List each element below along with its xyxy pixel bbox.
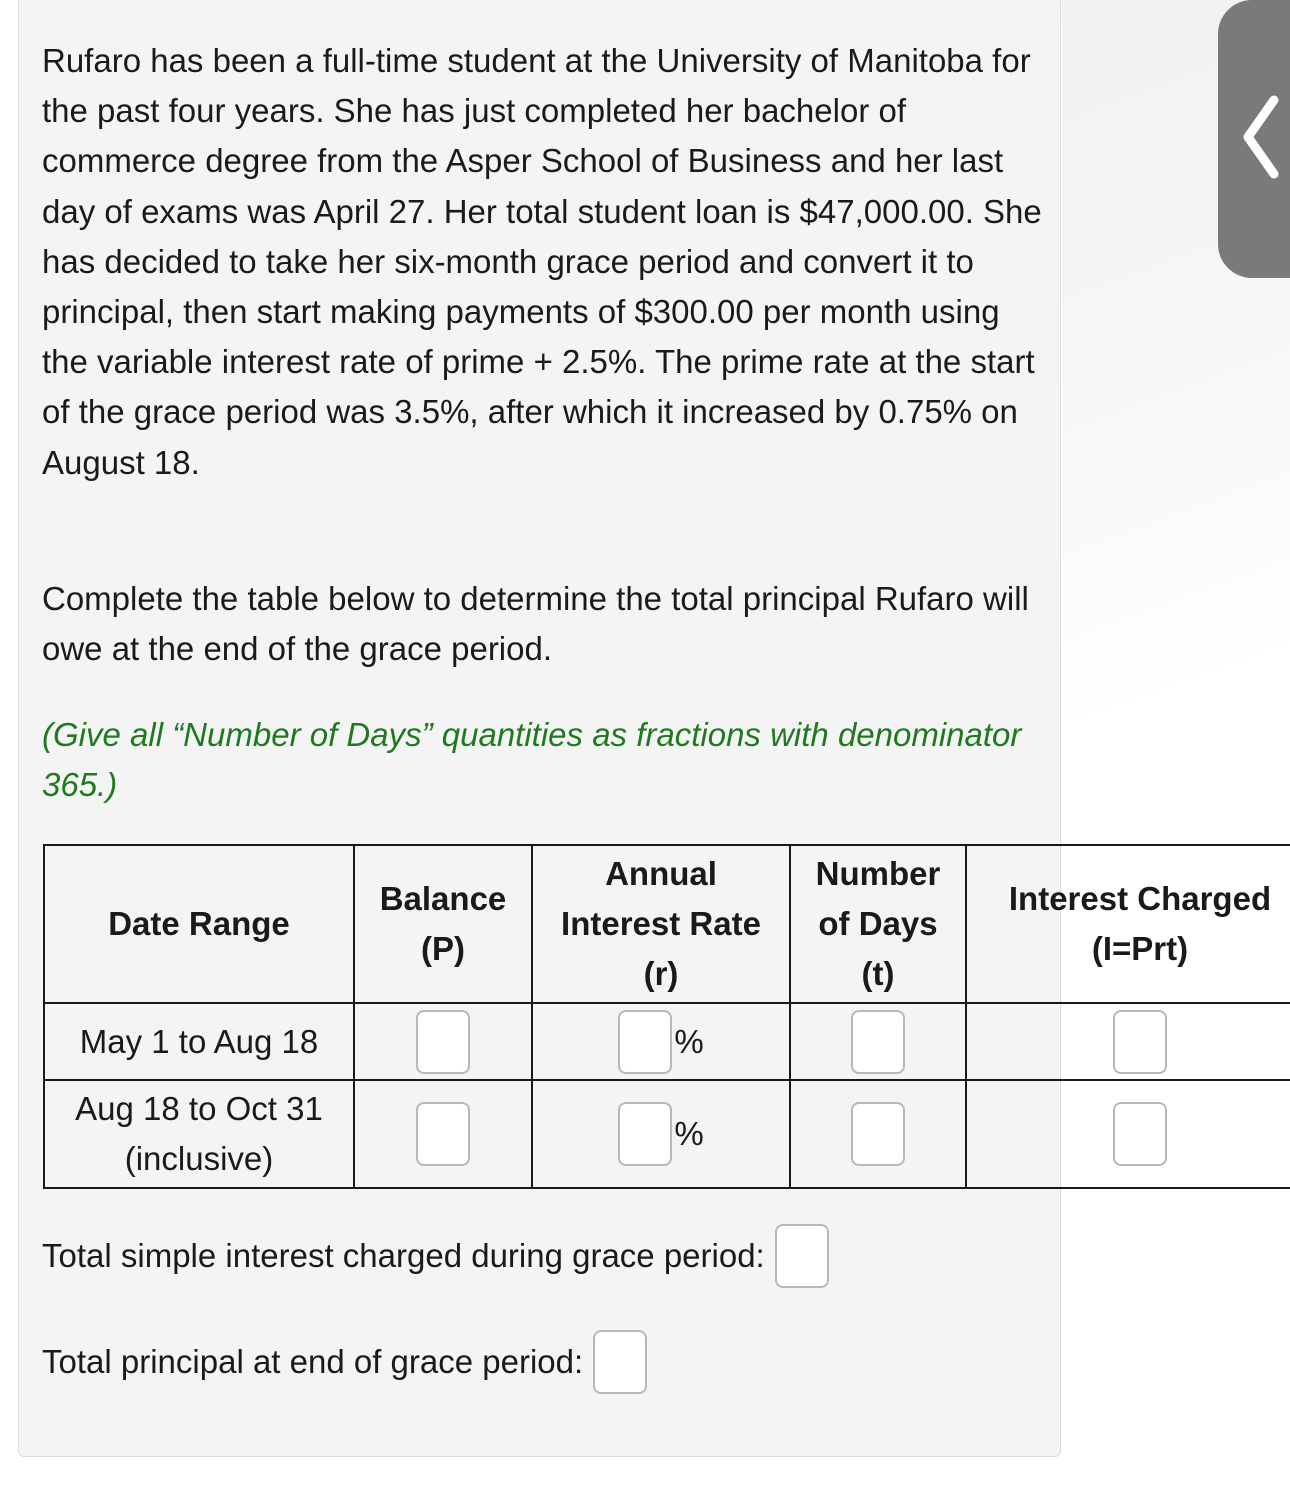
row1-interest-input[interactable] bbox=[1113, 1010, 1167, 1074]
row1-date-range: May 1 to Aug 18 bbox=[44, 1003, 354, 1080]
total-interest-label: Total simple interest charged during grace period: bbox=[42, 1237, 765, 1274]
row2-rate-cell bbox=[532, 1080, 790, 1188]
row2-interest-cell bbox=[966, 1080, 1290, 1188]
row2-interest-input[interactable] bbox=[1113, 1102, 1167, 1166]
table-header-row bbox=[44, 845, 1290, 1003]
row2-balance-input[interactable] bbox=[416, 1102, 470, 1166]
header-annual-rate: Annual Interest Rate (r) bbox=[532, 845, 790, 1003]
row1-days-cell bbox=[790, 1003, 966, 1080]
row1-balance-cell bbox=[354, 1003, 532, 1080]
table-row bbox=[44, 1080, 1290, 1188]
problem-intro: Rufaro has been a full-time student at the University of Manitoba for the past four years. She has just completed her bachelor of commerce degree from the Asper School of Business and her last day of exams was April 27. Her total student loan is $47,000.00. She has decided to take her six-month grace period and convert it to principal, then start making payments of $300.00 per month using the variable interest rate of prime + 2.5%. The prime rate at the start of the grace period was 3.5%, after which it increased by 0.75% on August 18. bbox=[42, 42, 1042, 481]
header-number-of-days: Number of Days (t) bbox=[790, 845, 966, 1003]
row2-rate-input[interactable] bbox=[618, 1102, 672, 1166]
row2-days-cell bbox=[790, 1080, 966, 1188]
header-date-range: Date Range bbox=[44, 845, 354, 1003]
total-interest-line bbox=[42, 1224, 829, 1288]
row1-rate-input[interactable] bbox=[618, 1010, 672, 1074]
percent-sign: % bbox=[674, 1022, 704, 1060]
total-principal-label: Total principal at end of grace period: bbox=[42, 1343, 584, 1380]
row2-date-range: Aug 18 to Oct 31 (inclusive) bbox=[44, 1080, 354, 1188]
row1-interest-cell bbox=[966, 1003, 1290, 1080]
row2-days-input[interactable] bbox=[851, 1102, 905, 1166]
back-tab-button[interactable] bbox=[1218, 0, 1290, 278]
chevron-left-icon bbox=[1240, 94, 1280, 180]
header-interest-charged: Interest Charged (I=Prt) bbox=[966, 845, 1290, 1003]
problem-instruction: Complete the table below to determine the total principal Rufaro will owe at the end of the grace period. bbox=[42, 580, 1029, 668]
row1-days-input[interactable] bbox=[851, 1010, 905, 1074]
row2-balance-cell bbox=[354, 1080, 532, 1188]
total-interest-input[interactable] bbox=[775, 1224, 829, 1288]
interest-table bbox=[43, 844, 1290, 1189]
total-principal-input[interactable] bbox=[593, 1330, 647, 1394]
header-balance: Balance (P) bbox=[354, 845, 532, 1003]
problem-hint: (Give all “Number of Days” quantities as fractions with denominator 365.) bbox=[42, 716, 1022, 804]
percent-sign: % bbox=[674, 1115, 704, 1152]
total-principal-line bbox=[42, 1330, 647, 1394]
row1-rate-cell bbox=[532, 1003, 790, 1080]
row1-balance-input[interactable] bbox=[416, 1010, 470, 1074]
table-row bbox=[44, 1003, 1290, 1080]
